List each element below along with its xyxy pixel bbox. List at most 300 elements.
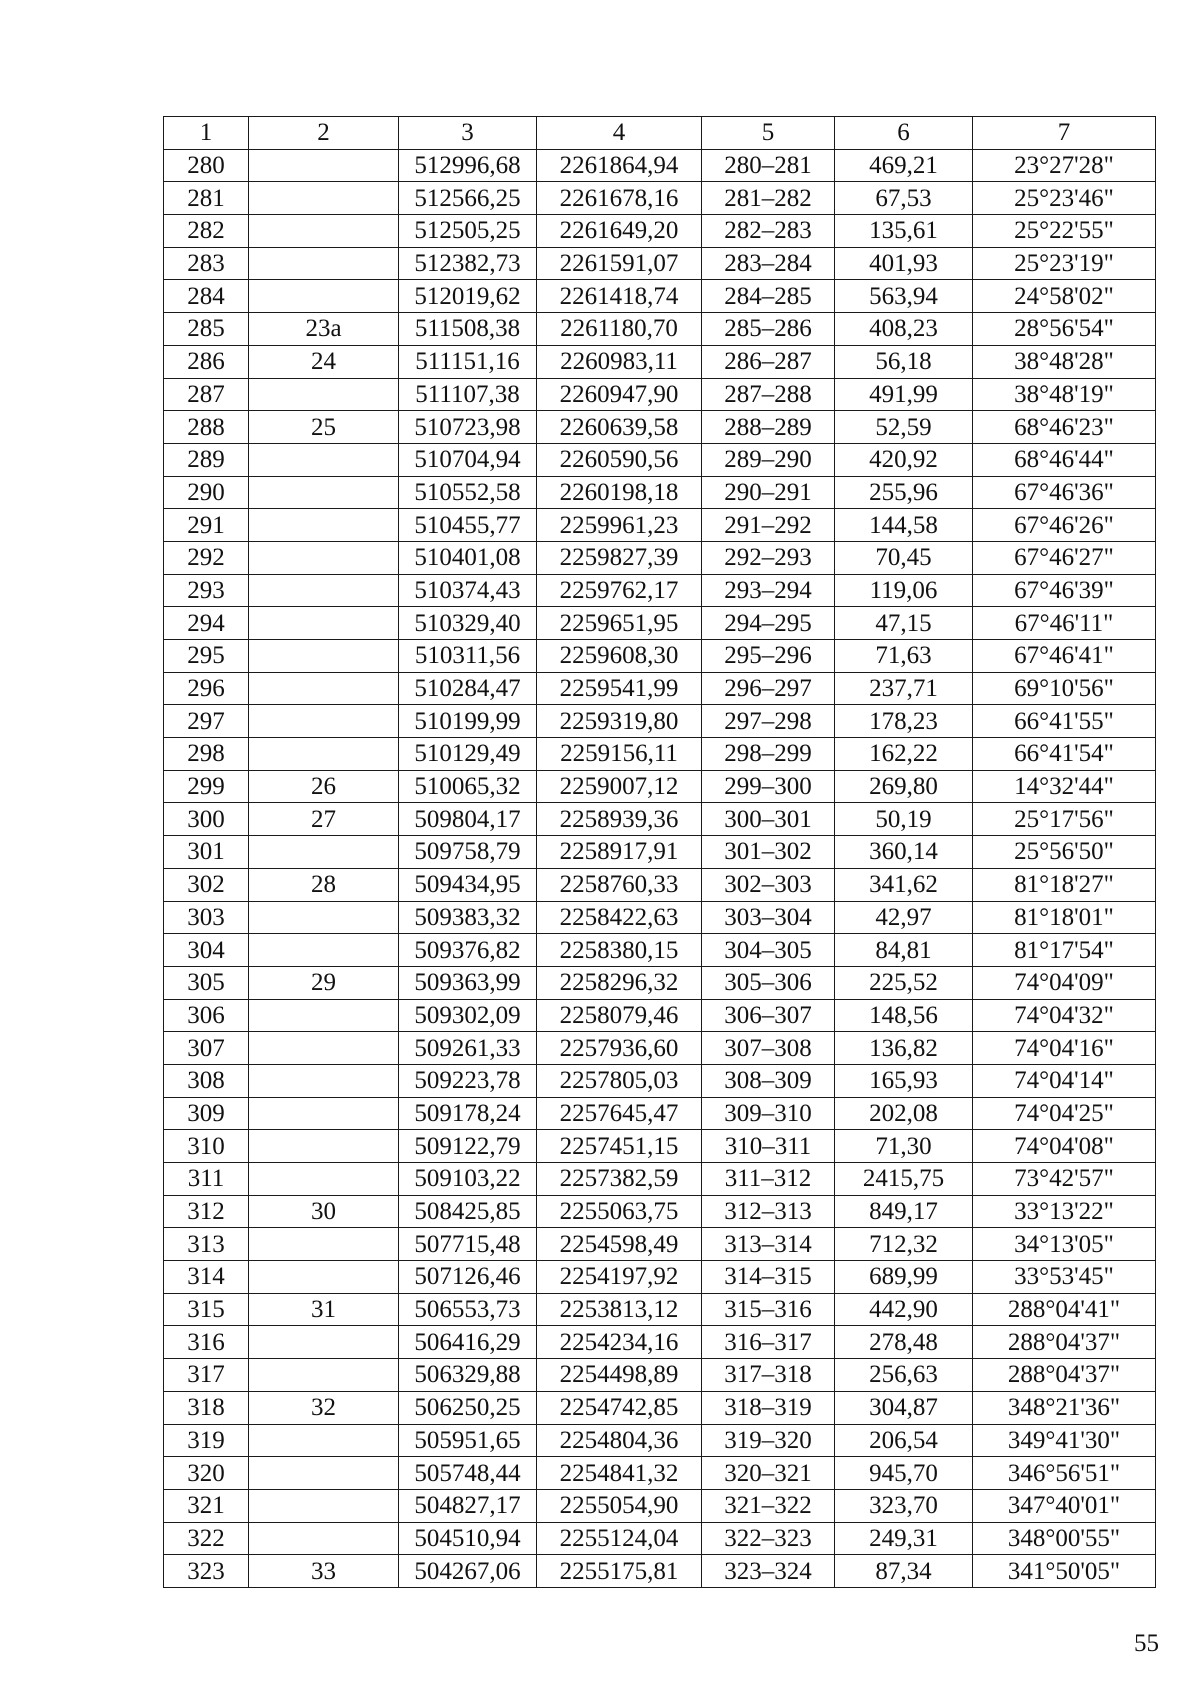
bearing-cell: 348°21'36" (973, 1391, 1156, 1424)
boundary-mark-cell (249, 1326, 399, 1359)
segment-cell: 285–286 (702, 313, 835, 346)
point-number-cell: 290 (164, 476, 249, 509)
point-number-cell: 280 (164, 149, 249, 182)
segment-cell: 292–293 (702, 541, 835, 574)
column-header: 5 (702, 117, 835, 150)
table-row (164, 247, 1156, 280)
x-coordinate-cell: 510329,40 (399, 607, 537, 640)
y-coordinate-cell: 2257451,15 (537, 1130, 702, 1163)
point-number-cell: 294 (164, 607, 249, 640)
y-coordinate-cell: 2257382,59 (537, 1163, 702, 1196)
x-coordinate-cell: 511107,38 (399, 378, 537, 411)
x-coordinate-cell: 509103,22 (399, 1163, 537, 1196)
boundary-mark-cell (249, 574, 399, 607)
point-number-cell: 305 (164, 966, 249, 999)
point-number-cell: 323 (164, 1555, 249, 1588)
point-number-cell: 310 (164, 1130, 249, 1163)
segment-cell: 284–285 (702, 280, 835, 313)
boundary-mark-cell (249, 1064, 399, 1097)
point-number-cell: 316 (164, 1326, 249, 1359)
y-coordinate-cell: 2257805,03 (537, 1064, 702, 1097)
point-number-cell: 307 (164, 1032, 249, 1065)
y-coordinate-cell: 2259319,80 (537, 705, 702, 738)
y-coordinate-cell: 2254234,16 (537, 1326, 702, 1359)
segment-cell: 298–299 (702, 738, 835, 771)
y-coordinate-cell: 2254197,92 (537, 1261, 702, 1294)
segment-cell: 316–317 (702, 1326, 835, 1359)
boundary-mark-cell (249, 280, 399, 313)
boundary-mark-cell: 24 (249, 345, 399, 378)
bearing-cell: 67°46'36" (973, 476, 1156, 509)
y-coordinate-cell: 2257936,60 (537, 1032, 702, 1065)
point-number-cell: 318 (164, 1391, 249, 1424)
table-row (164, 280, 1156, 313)
point-number-cell: 303 (164, 901, 249, 934)
bearing-cell: 33°13'22" (973, 1195, 1156, 1228)
segment-cell: 289–290 (702, 443, 835, 476)
y-coordinate-cell: 2255124,04 (537, 1522, 702, 1555)
point-number-cell: 289 (164, 443, 249, 476)
x-coordinate-cell: 511508,38 (399, 313, 537, 346)
bearing-cell: 66°41'55" (973, 705, 1156, 738)
boundary-mark-cell (249, 541, 399, 574)
table-row (164, 1555, 1156, 1588)
x-coordinate-cell: 510723,98 (399, 411, 537, 444)
table-row (164, 640, 1156, 673)
segment-cell: 322–323 (702, 1522, 835, 1555)
table-row (164, 1457, 1156, 1490)
boundary-mark-cell (249, 1359, 399, 1392)
segment-cell: 307–308 (702, 1032, 835, 1065)
point-number-cell: 281 (164, 182, 249, 215)
segment-cell: 293–294 (702, 574, 835, 607)
point-number-cell: 287 (164, 378, 249, 411)
point-number-cell: 284 (164, 280, 249, 313)
boundary-mark-cell (249, 934, 399, 967)
x-coordinate-cell: 511151,16 (399, 345, 537, 378)
bearing-cell: 67°46'39" (973, 574, 1156, 607)
table-row (164, 182, 1156, 215)
x-coordinate-cell: 512382,73 (399, 247, 537, 280)
length-cell: 50,19 (835, 803, 973, 836)
x-coordinate-cell: 509261,33 (399, 1032, 537, 1065)
boundary-mark-cell: 31 (249, 1293, 399, 1326)
y-coordinate-cell: 2261180,70 (537, 313, 702, 346)
column-header: 7 (973, 117, 1156, 150)
length-cell: 401,93 (835, 247, 973, 280)
length-cell: 84,81 (835, 934, 973, 967)
segment-cell: 306–307 (702, 999, 835, 1032)
length-cell: 2415,75 (835, 1163, 973, 1196)
length-cell: 144,58 (835, 509, 973, 542)
boundary-mark-cell (249, 509, 399, 542)
length-cell: 202,08 (835, 1097, 973, 1130)
table-row (164, 705, 1156, 738)
bearing-cell: 67°46'26" (973, 509, 1156, 542)
table-row (164, 541, 1156, 574)
table-row (164, 1032, 1156, 1065)
segment-cell: 308–309 (702, 1064, 835, 1097)
boundary-mark-cell (249, 640, 399, 673)
point-number-cell: 300 (164, 803, 249, 836)
segment-cell: 296–297 (702, 672, 835, 705)
x-coordinate-cell: 509223,78 (399, 1064, 537, 1097)
table-row (164, 215, 1156, 248)
point-number-cell: 321 (164, 1489, 249, 1522)
boundary-mark-cell: 33 (249, 1555, 399, 1588)
boundary-mark-cell (249, 149, 399, 182)
point-number-cell: 293 (164, 574, 249, 607)
bearing-cell: 25°23'19" (973, 247, 1156, 280)
boundary-mark-cell (249, 1457, 399, 1490)
table-row (164, 1359, 1156, 1392)
length-cell: 87,34 (835, 1555, 973, 1588)
length-cell: 206,54 (835, 1424, 973, 1457)
y-coordinate-cell: 2258296,32 (537, 966, 702, 999)
boundary-mark-cell (249, 182, 399, 215)
boundary-mark-cell (249, 476, 399, 509)
table-row (164, 345, 1156, 378)
table-row (164, 313, 1156, 346)
y-coordinate-cell: 2261418,74 (537, 280, 702, 313)
point-number-cell: 298 (164, 738, 249, 771)
length-cell: 469,21 (835, 149, 973, 182)
x-coordinate-cell: 507715,48 (399, 1228, 537, 1261)
x-coordinate-cell: 512996,68 (399, 149, 537, 182)
x-coordinate-cell: 509804,17 (399, 803, 537, 836)
segment-cell: 300–301 (702, 803, 835, 836)
header-row (164, 117, 1156, 150)
point-number-cell: 296 (164, 672, 249, 705)
bearing-cell: 34°13'05" (973, 1228, 1156, 1261)
y-coordinate-cell: 2259651,95 (537, 607, 702, 640)
bearing-cell: 288°04'37" (973, 1359, 1156, 1392)
y-coordinate-cell: 2260947,90 (537, 378, 702, 411)
boundary-mark-cell (249, 1097, 399, 1130)
table-row (164, 509, 1156, 542)
length-cell: 420,92 (835, 443, 973, 476)
segment-cell: 317–318 (702, 1359, 835, 1392)
bearing-cell: 341°50'05" (973, 1555, 1156, 1588)
boundary-mark-cell (249, 247, 399, 280)
x-coordinate-cell: 510284,47 (399, 672, 537, 705)
y-coordinate-cell: 2254498,89 (537, 1359, 702, 1392)
segment-cell: 295–296 (702, 640, 835, 673)
x-coordinate-cell: 509178,24 (399, 1097, 537, 1130)
length-cell: 563,94 (835, 280, 973, 313)
table-row (164, 1064, 1156, 1097)
x-coordinate-cell: 510704,94 (399, 443, 537, 476)
segment-cell: 282–283 (702, 215, 835, 248)
y-coordinate-cell: 2258917,91 (537, 836, 702, 869)
point-number-cell: 295 (164, 640, 249, 673)
segment-cell: 313–314 (702, 1228, 835, 1261)
x-coordinate-cell: 506250,25 (399, 1391, 537, 1424)
segment-cell: 283–284 (702, 247, 835, 280)
y-coordinate-cell: 2254841,32 (537, 1457, 702, 1490)
segment-cell: 288–289 (702, 411, 835, 444)
y-coordinate-cell: 2259608,30 (537, 640, 702, 673)
bearing-cell: 68°46'44" (973, 443, 1156, 476)
y-coordinate-cell: 2259541,99 (537, 672, 702, 705)
column-header: 6 (835, 117, 973, 150)
bearing-cell: 33°53'45" (973, 1261, 1156, 1294)
table-row (164, 1489, 1156, 1522)
bearing-cell: 24°58'02" (973, 280, 1156, 313)
segment-cell: 312–313 (702, 1195, 835, 1228)
length-cell: 136,82 (835, 1032, 973, 1065)
segment-cell: 302–303 (702, 868, 835, 901)
y-coordinate-cell: 2254742,85 (537, 1391, 702, 1424)
y-coordinate-cell: 2260983,11 (537, 345, 702, 378)
point-number-cell: 288 (164, 411, 249, 444)
length-cell: 148,56 (835, 999, 973, 1032)
y-coordinate-cell: 2255175,81 (537, 1555, 702, 1588)
point-number-cell: 315 (164, 1293, 249, 1326)
table-row (164, 149, 1156, 182)
length-cell: 849,17 (835, 1195, 973, 1228)
boundary-mark-cell (249, 443, 399, 476)
boundary-mark-cell: 25 (249, 411, 399, 444)
length-cell: 278,48 (835, 1326, 973, 1359)
x-coordinate-cell: 510129,49 (399, 738, 537, 771)
x-coordinate-cell: 510401,08 (399, 541, 537, 574)
y-coordinate-cell: 2259156,11 (537, 738, 702, 771)
segment-cell: 287–288 (702, 378, 835, 411)
bearing-cell: 74°04'25" (973, 1097, 1156, 1130)
length-cell: 442,90 (835, 1293, 973, 1326)
point-number-cell: 299 (164, 770, 249, 803)
table-row (164, 1195, 1156, 1228)
boundary-mark-cell (249, 215, 399, 248)
bearing-cell: 67°46'41" (973, 640, 1156, 673)
boundary-mark-cell (249, 738, 399, 771)
segment-cell: 318–319 (702, 1391, 835, 1424)
length-cell: 135,61 (835, 215, 973, 248)
bearing-cell: 288°04'37" (973, 1326, 1156, 1359)
x-coordinate-cell: 510199,99 (399, 705, 537, 738)
bearing-cell: 25°23'46" (973, 182, 1156, 215)
bearing-cell: 25°17'56" (973, 803, 1156, 836)
length-cell: 162,22 (835, 738, 973, 771)
x-coordinate-cell: 510065,32 (399, 770, 537, 803)
y-coordinate-cell: 2258380,15 (537, 934, 702, 967)
point-number-cell: 306 (164, 999, 249, 1032)
point-number-cell: 314 (164, 1261, 249, 1294)
table-row (164, 574, 1156, 607)
y-coordinate-cell: 2259762,17 (537, 574, 702, 607)
bearing-cell: 69°10'56" (973, 672, 1156, 705)
table-row (164, 443, 1156, 476)
bearing-cell: 68°46'23" (973, 411, 1156, 444)
table-row (164, 1293, 1156, 1326)
x-coordinate-cell: 506329,88 (399, 1359, 537, 1392)
y-coordinate-cell: 2255063,75 (537, 1195, 702, 1228)
point-number-cell: 309 (164, 1097, 249, 1130)
point-number-cell: 282 (164, 215, 249, 248)
length-cell: 256,63 (835, 1359, 973, 1392)
bearing-cell: 74°04'09" (973, 966, 1156, 999)
boundary-mark-cell (249, 705, 399, 738)
bearing-cell: 28°56'54" (973, 313, 1156, 346)
point-number-cell: 302 (164, 868, 249, 901)
table-row (164, 378, 1156, 411)
point-number-cell: 291 (164, 509, 249, 542)
y-coordinate-cell: 2257645,47 (537, 1097, 702, 1130)
table-row (164, 672, 1156, 705)
x-coordinate-cell: 504510,94 (399, 1522, 537, 1555)
boundary-mark-cell (249, 1130, 399, 1163)
x-coordinate-cell: 509434,95 (399, 868, 537, 901)
bearing-cell: 74°04'14" (973, 1064, 1156, 1097)
x-coordinate-cell: 509758,79 (399, 836, 537, 869)
segment-cell: 319–320 (702, 1424, 835, 1457)
bearing-cell: 346°56'51" (973, 1457, 1156, 1490)
length-cell: 71,30 (835, 1130, 973, 1163)
length-cell: 119,06 (835, 574, 973, 607)
table-row (164, 966, 1156, 999)
boundary-mark-cell (249, 1261, 399, 1294)
segment-cell: 294–295 (702, 607, 835, 640)
length-cell: 71,63 (835, 640, 973, 673)
point-number-cell: 297 (164, 705, 249, 738)
table-row (164, 803, 1156, 836)
segment-cell: 286–287 (702, 345, 835, 378)
table-row (164, 836, 1156, 869)
segment-cell: 281–282 (702, 182, 835, 215)
segment-cell: 299–300 (702, 770, 835, 803)
boundary-mark-cell (249, 1163, 399, 1196)
table-row (164, 901, 1156, 934)
boundary-mark-cell: 23a (249, 313, 399, 346)
y-coordinate-cell: 2253813,12 (537, 1293, 702, 1326)
x-coordinate-cell: 508425,85 (399, 1195, 537, 1228)
boundary-mark-cell (249, 836, 399, 869)
y-coordinate-cell: 2258939,36 (537, 803, 702, 836)
x-coordinate-cell: 509122,79 (399, 1130, 537, 1163)
length-cell: 360,14 (835, 836, 973, 869)
segment-cell: 311–312 (702, 1163, 835, 1196)
length-cell: 237,71 (835, 672, 973, 705)
segment-cell: 310–311 (702, 1130, 835, 1163)
length-cell: 165,93 (835, 1064, 973, 1097)
point-number-cell: 320 (164, 1457, 249, 1490)
boundary-mark-cell (249, 999, 399, 1032)
segment-cell: 297–298 (702, 705, 835, 738)
bearing-cell: 38°48'28" (973, 345, 1156, 378)
table-row (164, 411, 1156, 444)
boundary-mark-cell (249, 378, 399, 411)
boundary-mark-cell (249, 1228, 399, 1261)
x-coordinate-cell: 505951,65 (399, 1424, 537, 1457)
boundary-mark-cell (249, 672, 399, 705)
x-coordinate-cell: 504827,17 (399, 1489, 537, 1522)
coordinates-table (163, 116, 1156, 1588)
segment-cell: 309–310 (702, 1097, 835, 1130)
bearing-cell: 81°18'01" (973, 901, 1156, 934)
boundary-mark-cell (249, 901, 399, 934)
x-coordinate-cell: 509376,82 (399, 934, 537, 967)
y-coordinate-cell: 2258422,63 (537, 901, 702, 934)
page-number: 55 (1134, 1630, 1159, 1657)
x-coordinate-cell: 512566,25 (399, 182, 537, 215)
bearing-cell: 81°18'27" (973, 868, 1156, 901)
x-coordinate-cell: 510374,43 (399, 574, 537, 607)
segment-cell: 321–322 (702, 1489, 835, 1522)
table-row (164, 1522, 1156, 1555)
point-number-cell: 312 (164, 1195, 249, 1228)
length-cell: 712,32 (835, 1228, 973, 1261)
y-coordinate-cell: 2258760,33 (537, 868, 702, 901)
bearing-cell: 73°42'57" (973, 1163, 1156, 1196)
column-header: 1 (164, 117, 249, 150)
x-coordinate-cell: 505748,44 (399, 1457, 537, 1490)
length-cell: 67,53 (835, 182, 973, 215)
table-row (164, 1261, 1156, 1294)
column-header: 3 (399, 117, 537, 150)
bearing-cell: 81°17'54" (973, 934, 1156, 967)
y-coordinate-cell: 2259007,12 (537, 770, 702, 803)
boundary-mark-cell (249, 607, 399, 640)
column-header: 4 (537, 117, 702, 150)
bearing-cell: 349°41'30" (973, 1424, 1156, 1457)
y-coordinate-cell: 2259961,23 (537, 509, 702, 542)
point-number-cell: 292 (164, 541, 249, 574)
point-number-cell: 283 (164, 247, 249, 280)
segment-cell: 291–292 (702, 509, 835, 542)
segment-cell: 320–321 (702, 1457, 835, 1490)
point-number-cell: 313 (164, 1228, 249, 1261)
point-number-cell: 286 (164, 345, 249, 378)
segment-cell: 323–324 (702, 1555, 835, 1588)
bearing-cell: 67°46'27" (973, 541, 1156, 574)
y-coordinate-cell: 2259827,39 (537, 541, 702, 574)
length-cell: 304,87 (835, 1391, 973, 1424)
boundary-mark-cell: 26 (249, 770, 399, 803)
boundary-mark-cell (249, 1032, 399, 1065)
x-coordinate-cell: 504267,06 (399, 1555, 537, 1588)
y-coordinate-cell: 2254804,36 (537, 1424, 702, 1457)
x-coordinate-cell: 506553,73 (399, 1293, 537, 1326)
bearing-cell: 348°00'55" (973, 1522, 1156, 1555)
bearing-cell: 347°40'01" (973, 1489, 1156, 1522)
segment-cell: 314–315 (702, 1261, 835, 1294)
length-cell: 491,99 (835, 378, 973, 411)
x-coordinate-cell: 510552,58 (399, 476, 537, 509)
length-cell: 225,52 (835, 966, 973, 999)
length-cell: 689,99 (835, 1261, 973, 1294)
boundary-mark-cell: 28 (249, 868, 399, 901)
segment-cell: 303–304 (702, 901, 835, 934)
boundary-mark-cell (249, 1424, 399, 1457)
point-number-cell: 317 (164, 1359, 249, 1392)
x-coordinate-cell: 510455,77 (399, 509, 537, 542)
bearing-cell: 23°27'28" (973, 149, 1156, 182)
bearing-cell: 288°04'41" (973, 1293, 1156, 1326)
bearing-cell: 74°04'08" (973, 1130, 1156, 1163)
point-number-cell: 304 (164, 934, 249, 967)
x-coordinate-cell: 509383,32 (399, 901, 537, 934)
point-number-cell: 319 (164, 1424, 249, 1457)
x-coordinate-cell: 510311,56 (399, 640, 537, 673)
length-cell: 255,96 (835, 476, 973, 509)
length-cell: 42,97 (835, 901, 973, 934)
y-coordinate-cell: 2258079,46 (537, 999, 702, 1032)
table-row (164, 476, 1156, 509)
length-cell: 945,70 (835, 1457, 973, 1490)
segment-cell: 290–291 (702, 476, 835, 509)
y-coordinate-cell: 2260198,18 (537, 476, 702, 509)
